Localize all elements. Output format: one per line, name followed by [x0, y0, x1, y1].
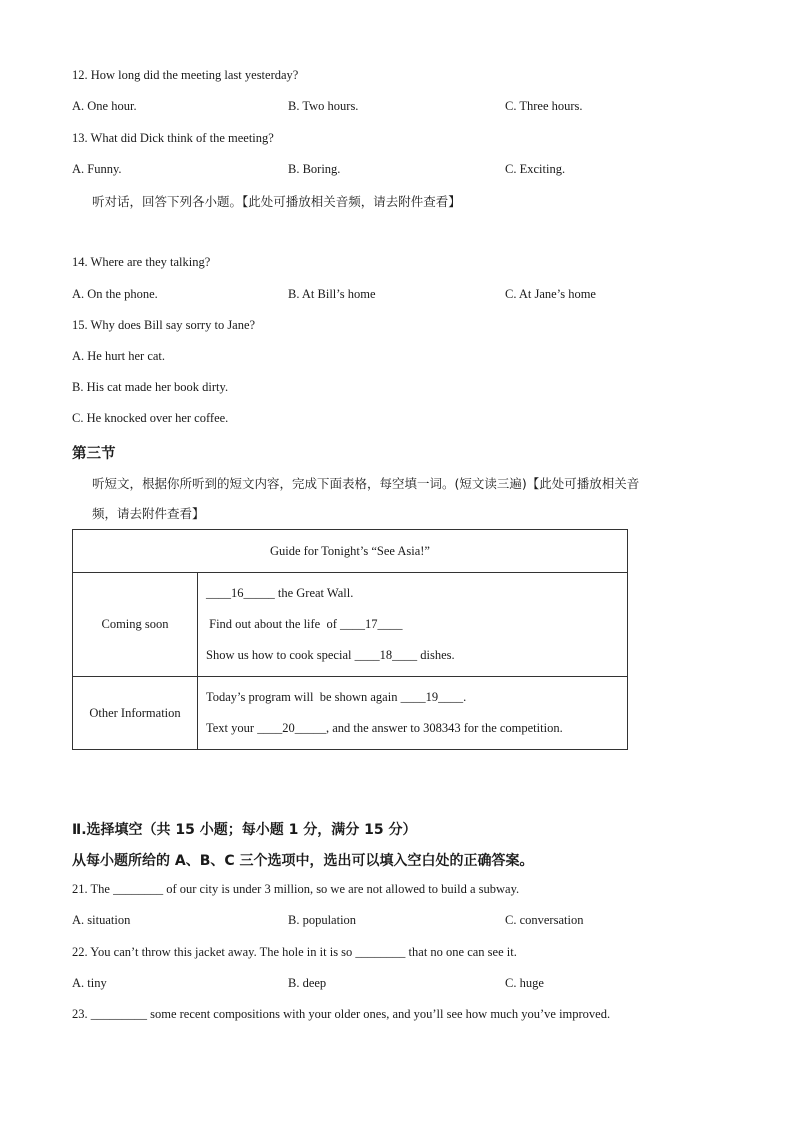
dialog-instruction: 听对话，回答下列各小题。【此处可播放相关音频，请去附件查看】	[92, 194, 461, 209]
blank-19-line	[206, 682, 627, 713]
blank-17-line	[206, 609, 627, 640]
answer-blank-17[interactable]: ____17____	[340, 617, 403, 631]
line-text: Today’s program will be shown again	[206, 690, 401, 704]
coming-soon-cell	[198, 573, 628, 677]
line-text: Text your	[206, 721, 258, 735]
question-21-option-c[interactable]: C. conversation	[505, 913, 584, 927]
question-12-option-b[interactable]: B. Two hours.	[288, 99, 359, 113]
blank-18-line	[206, 640, 627, 671]
question-22-option-c[interactable]: C. huge	[505, 976, 544, 990]
line-text: the Great Wall.	[274, 586, 354, 600]
question-13-option-b[interactable]: B. Boring.	[288, 162, 341, 176]
question-21-option-a[interactable]: A. situation	[72, 913, 131, 927]
question-21-stem: 21. The ________ of our city is under 3 million, so we are not allowed to build a subway.	[72, 882, 520, 896]
row-label-coming-soon: Coming soon	[73, 573, 198, 677]
question-12-stem: 12. How long did the meeting last yesterday?	[72, 68, 299, 82]
line-text: Find out about the life of	[206, 617, 341, 631]
line-text: .	[463, 690, 467, 704]
blank-20-line	[206, 713, 627, 744]
answer-blank-16[interactable]: ____16_____	[206, 586, 275, 600]
guide-table	[72, 529, 628, 750]
question-15-stem: 15. Why does Bill say sorry to Jane?	[72, 318, 256, 332]
section-3-instruction-line-1: 听短文，根据你所听到的短文内容，完成下面表格，每空填一词。(短文读三遍)【此处可播放相关音	[92, 476, 640, 491]
question-12-option-a[interactable]: A. One hour.	[72, 99, 137, 113]
line-text: Show us how to cook special	[206, 648, 355, 662]
line-text: , and the answer to 308343 for the competition.	[325, 721, 563, 735]
question-13-stem: 13. What did Dick think of the meeting?	[72, 131, 274, 145]
answer-blank-20[interactable]: ____20_____	[257, 721, 326, 735]
question-13-option-a[interactable]: A. Funny.	[72, 162, 122, 176]
answer-blank-18[interactable]: ____18____	[354, 648, 418, 662]
section-3-title: 第三节	[72, 446, 116, 462]
row-label-other-information: Other Information	[73, 677, 198, 750]
question-15-option-b[interactable]: B. His cat made her book dirty.	[72, 380, 229, 394]
question-14-option-b[interactable]: B. At Bill’s home	[288, 287, 376, 301]
question-12-option-c[interactable]: C. Three hours.	[505, 99, 583, 113]
line-text: dishes.	[417, 648, 455, 662]
part-2-heading: Ⅱ.选择填空（共 15 小题；每小题 1 分，满分 15 分）	[72, 822, 417, 838]
question-13-option-c[interactable]: C. Exciting.	[505, 162, 566, 176]
question-14-option-c[interactable]: C. At Jane’s home	[505, 287, 596, 301]
question-14-stem: 14. Where are they talking?	[72, 255, 211, 269]
question-22-stem: 22. You can’t throw this jacket away. The hole in it is so ________ that no one can see it.	[72, 945, 517, 959]
blank-16-line	[206, 578, 627, 609]
section-3-instruction-line-2: 频，请去附件查看】	[92, 506, 205, 521]
other-information-cell	[198, 677, 628, 750]
answer-blank-19[interactable]: ____19____	[400, 690, 464, 704]
question-15-option-a[interactable]: A. He hurt her cat.	[72, 349, 166, 363]
question-21-option-b[interactable]: B. population	[288, 913, 357, 927]
guide-table-title: Guide for Tonight’s “See Asia!”	[73, 530, 628, 573]
question-23-stem: 23. _________ some recent compositions with your older ones, and you’ll see how much you’ve improved.	[72, 1007, 611, 1021]
question-15-option-c[interactable]: C. He knocked over her coffee.	[72, 411, 229, 425]
question-22-option-a[interactable]: A. tiny	[72, 976, 107, 990]
question-14-option-a[interactable]: A. On the phone.	[72, 287, 158, 301]
question-22-option-b[interactable]: B. deep	[288, 976, 327, 990]
part-2-subheading: 从每小题所给的 A、B、C 三个选项中，选出可以填入空白处的正确答案。	[72, 853, 534, 869]
